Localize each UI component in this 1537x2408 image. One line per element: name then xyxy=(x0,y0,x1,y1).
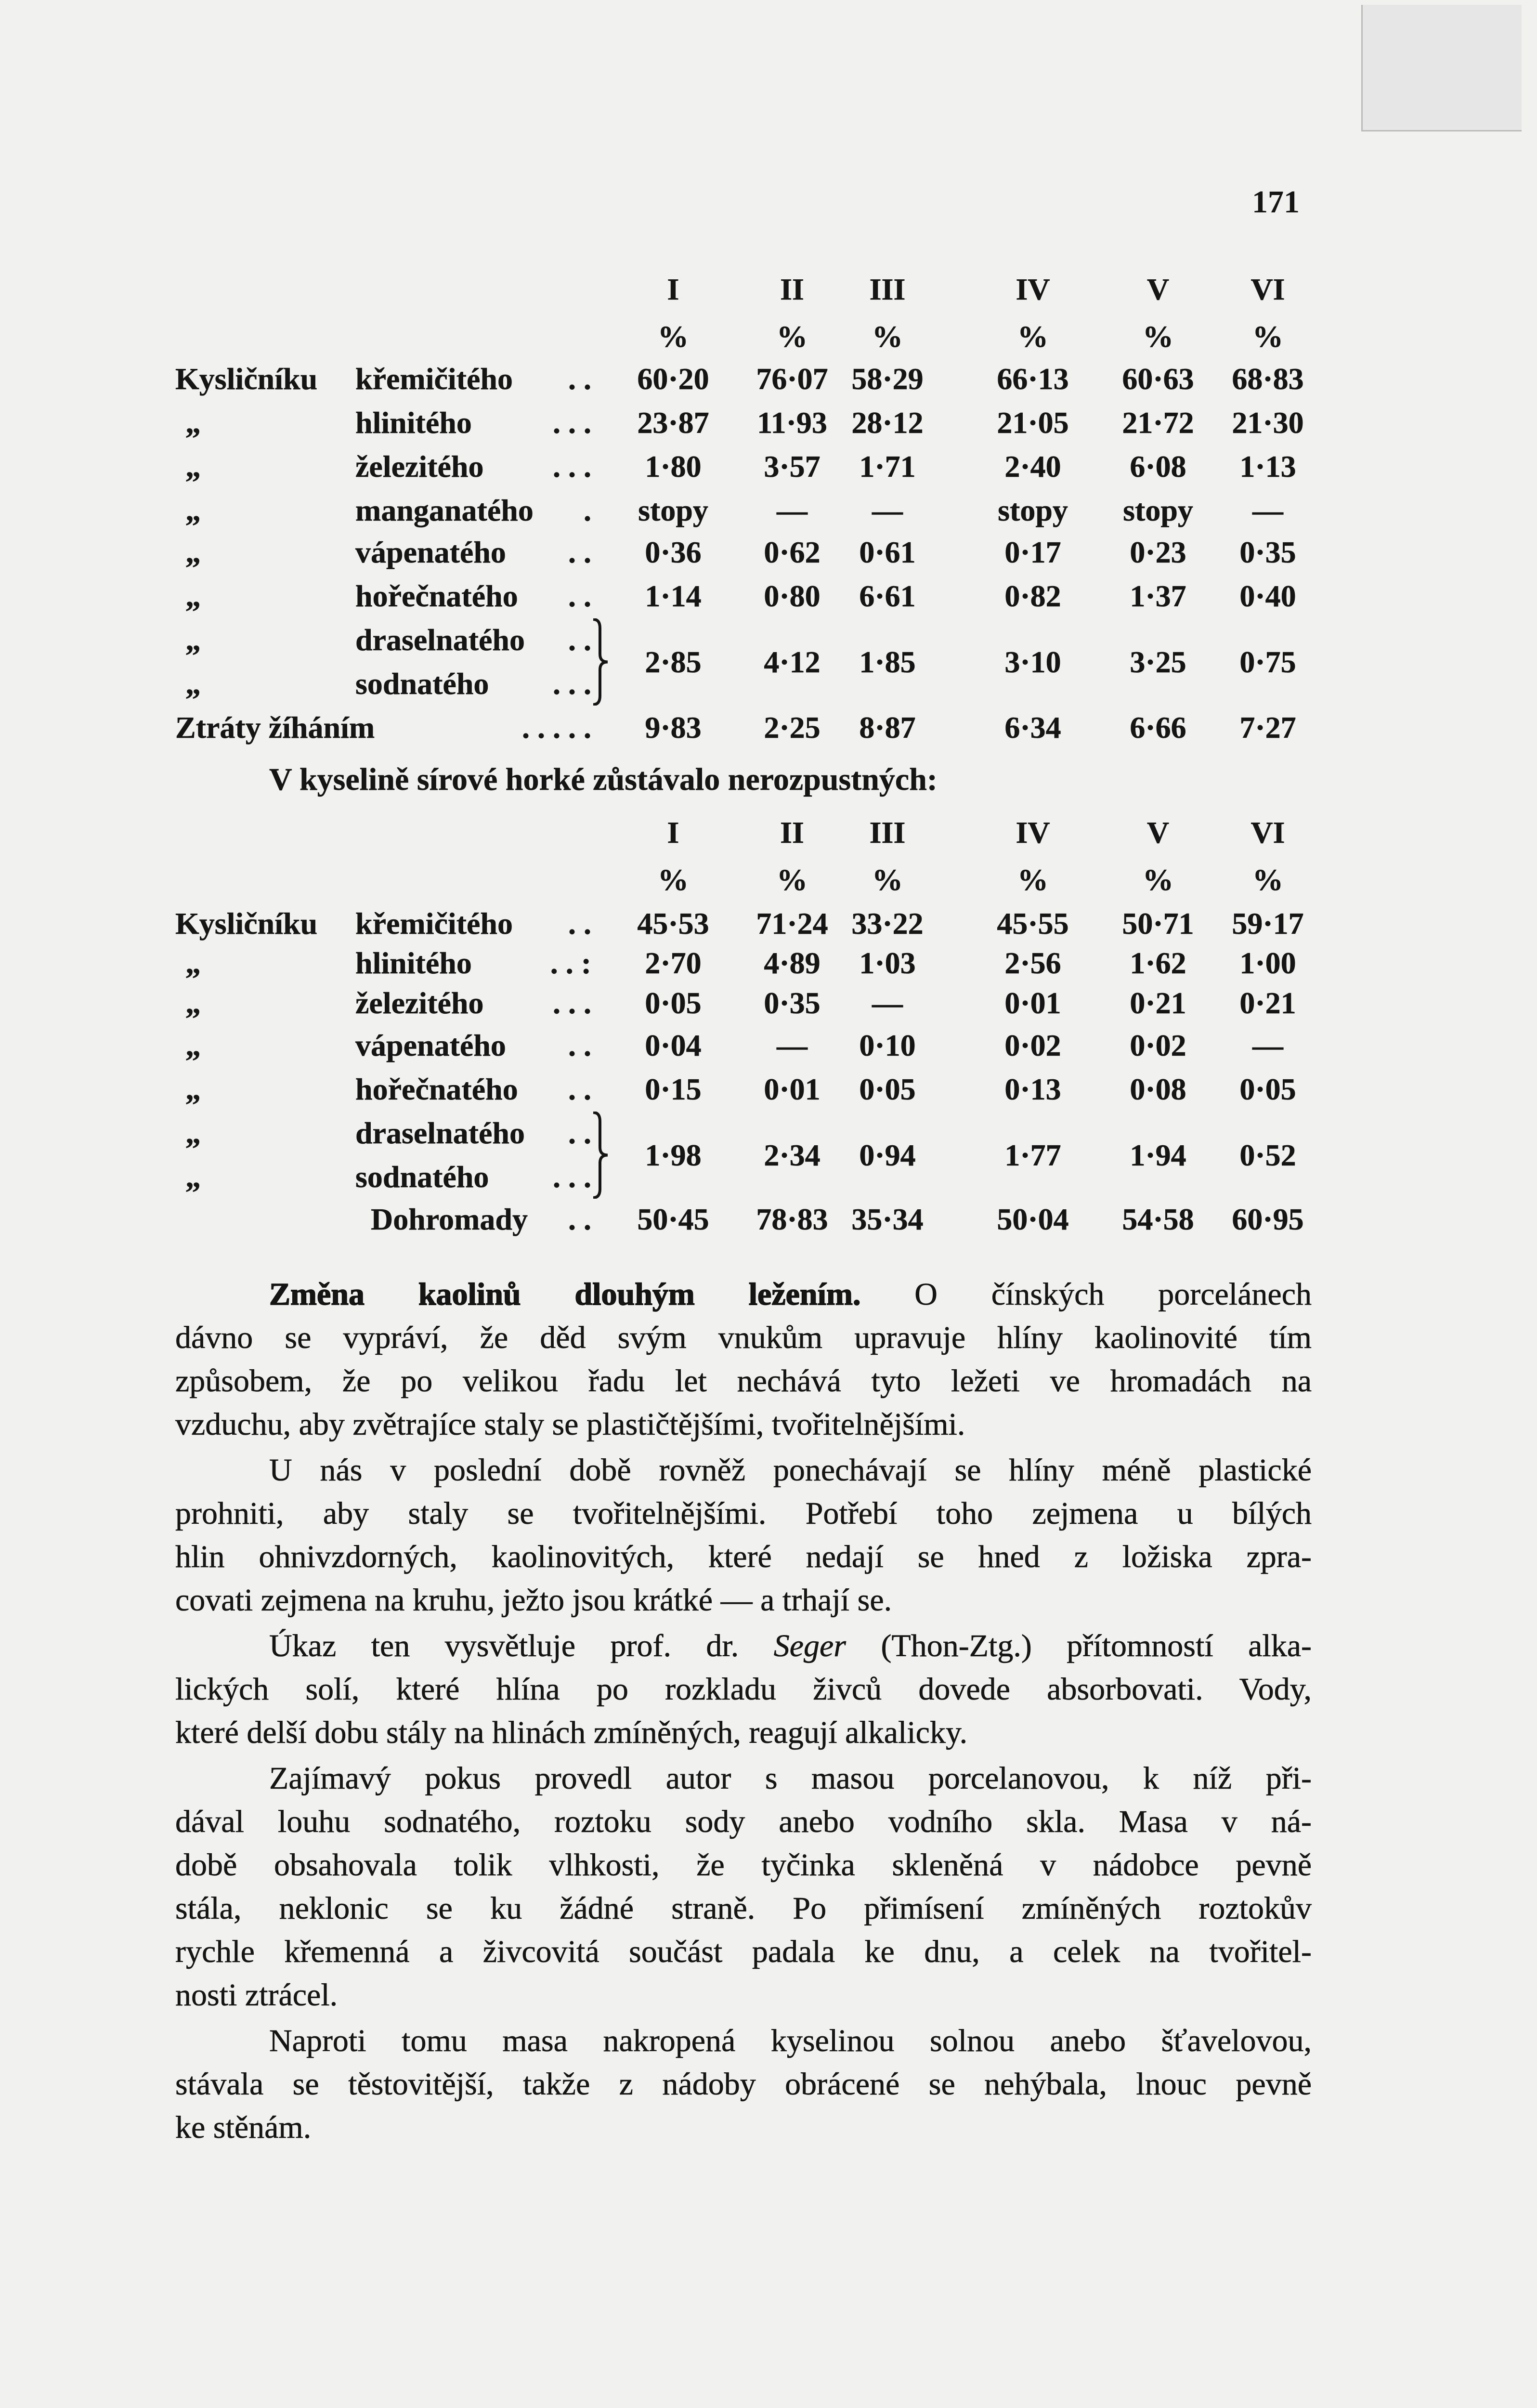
column-header: VI xyxy=(1250,272,1285,306)
column-header: I xyxy=(667,815,679,850)
leader-dots: . . . xyxy=(553,449,591,484)
leader-dots: . . xyxy=(568,579,591,613)
row-label-text: vápenatého xyxy=(355,535,506,569)
table-cell: 2·40 xyxy=(1004,449,1061,484)
table-cell: 78·83 xyxy=(756,1202,828,1236)
table-cell: 11·93 xyxy=(757,406,827,440)
row-prefix: „ xyxy=(185,667,201,701)
row-label-text: draselnatého xyxy=(355,623,525,657)
text-span: rychle křemenná a živcovitá součást padala ke dnu, a celek na tvořitel- xyxy=(175,1934,1312,1969)
table-cell: 6·34 xyxy=(1004,710,1061,745)
text-line xyxy=(269,1273,1312,1316)
table-cell: 3·25 xyxy=(1130,644,1186,679)
unit-header: % xyxy=(777,863,808,897)
total-label xyxy=(175,708,591,747)
unit-header: % xyxy=(1017,863,1048,897)
table-cell: 33·22 xyxy=(851,906,924,941)
table-cell: 0·40 xyxy=(1239,579,1296,613)
unit-header: % xyxy=(658,319,689,353)
text-line xyxy=(175,1535,1312,1579)
text-span: Zajímavý pokus provedl autor s masou porcelanovou, k níž při- xyxy=(269,1761,1312,1796)
leader-dots: . . xyxy=(568,906,591,941)
leader-dots: . xyxy=(584,493,591,527)
table-cell: 1·71 xyxy=(859,449,916,484)
total-label xyxy=(371,1200,591,1239)
table-cell: 60·20 xyxy=(637,362,709,396)
table-cell: 0·94 xyxy=(859,1138,916,1172)
unit-header: % xyxy=(658,863,689,897)
row-label-text: křemičitého xyxy=(355,362,513,396)
row-prefix: „ xyxy=(185,493,201,527)
row-prefix: „ xyxy=(185,1028,201,1062)
row-label xyxy=(355,491,591,530)
row-label xyxy=(355,1114,591,1152)
row-prefix: „ xyxy=(185,449,201,484)
text-line xyxy=(175,1800,1312,1844)
text-line xyxy=(175,2106,1312,2149)
text-span: prohniti, aby staly se tvořitelnějšími. Potřebí toho zejmena u bílých xyxy=(175,1496,1312,1531)
row-label-text: křemičitého xyxy=(355,906,513,941)
table-cell: 4·12 xyxy=(764,644,821,679)
table-cell: 0·62 xyxy=(764,535,821,569)
row-prefix: Kysličníku xyxy=(175,906,318,941)
table-cell: 1·37 xyxy=(1130,579,1186,613)
row-prefix: „ xyxy=(185,946,201,980)
table-cell: — xyxy=(1252,1028,1283,1062)
text-span: stála, neklonic se ku žádné straně. Po přimísení zmíněných roztokův xyxy=(175,1891,1312,1926)
table-cell: 2·85 xyxy=(645,644,702,679)
table-cell: 0·08 xyxy=(1130,1072,1186,1106)
column-header: II xyxy=(780,272,804,306)
text-span: Úkaz ten vysvětluje prof. dr. xyxy=(269,1628,774,1663)
row-label xyxy=(355,1158,591,1196)
table-cell: 0·36 xyxy=(645,535,702,569)
table-cell: 1·85 xyxy=(859,644,916,679)
leader-dots: . . . xyxy=(553,667,591,701)
unit-header: % xyxy=(1252,863,1283,897)
unit-header: % xyxy=(1017,319,1048,353)
unit-header: % xyxy=(777,319,808,353)
leader-dots: . . xyxy=(568,1028,591,1062)
text-span: U nás v poslední době rovněž ponechávají se hlíny méně plastické xyxy=(269,1453,1312,1488)
row-label xyxy=(355,447,591,486)
text-span: vzduchu, aby zvětrajíce staly se plastičtějšími, tvořitelnějšími. xyxy=(175,1407,965,1442)
row-prefix: „ xyxy=(185,1072,201,1106)
column-header: V xyxy=(1146,815,1170,850)
total-label-text: Dohromady xyxy=(371,1202,528,1236)
row-prefix: „ xyxy=(185,1160,201,1194)
table-cell: 0·75 xyxy=(1239,644,1296,679)
table-cell: 3·57 xyxy=(764,449,821,484)
column-header: III xyxy=(869,815,906,850)
leader-dots: . . xyxy=(568,535,591,569)
table-cell: 58·29 xyxy=(851,362,924,396)
table-cell: stopy xyxy=(1123,493,1193,527)
table-cell: 1·94 xyxy=(1130,1138,1186,1172)
leader-dots: . . : xyxy=(550,946,591,980)
row-label xyxy=(355,984,591,1022)
row-prefix: „ xyxy=(185,406,201,440)
unit-header: % xyxy=(1143,863,1173,897)
table-cell: 66·13 xyxy=(997,362,1069,396)
text-span: nosti ztrácel. xyxy=(175,1977,338,2013)
row-label-text: draselnatého xyxy=(355,1116,525,1150)
row-label-text: železitého xyxy=(355,986,484,1020)
section-heading: Změna kaolinů dlouhým ležením. xyxy=(269,1277,861,1312)
table-cell: 2·56 xyxy=(1004,946,1061,980)
table-cell: 76·07 xyxy=(756,362,828,396)
scan-corner-artifact xyxy=(1361,5,1522,131)
table-cell: 0·82 xyxy=(1004,579,1061,613)
text-line xyxy=(175,1711,1312,1754)
table-cell: stopy xyxy=(998,493,1068,527)
page-number: 171 xyxy=(1252,184,1300,220)
leader-dots: . . . xyxy=(553,1160,591,1194)
table-cell: 8·87 xyxy=(859,710,916,745)
table-cell: 4·89 xyxy=(764,946,821,980)
table-cell: 1·62 xyxy=(1130,946,1186,980)
table-cell: 0·02 xyxy=(1004,1028,1061,1062)
text-line xyxy=(269,1624,1312,1668)
table-cell: 0·35 xyxy=(764,986,821,1020)
leader-dots: . . . xyxy=(553,986,591,1020)
row-label-text: sodnatého xyxy=(355,667,489,701)
row-label-text: hořečnatého xyxy=(355,1072,518,1106)
table-cell: 0·05 xyxy=(1239,1072,1296,1106)
text-line xyxy=(175,1930,1312,1974)
table-cell: 0·23 xyxy=(1130,535,1186,569)
table-cell: 0·10 xyxy=(859,1028,916,1062)
table-cell: 0·05 xyxy=(645,986,702,1020)
text-line xyxy=(269,2019,1312,2063)
table-cell: 23·87 xyxy=(637,406,709,440)
row-prefix: „ xyxy=(185,579,201,613)
text-line xyxy=(175,1360,1312,1403)
row-prefix: Kysličníku xyxy=(175,362,318,396)
intertitle: V kyselině sírové horké zůstávalo nerozpustných: xyxy=(269,762,938,797)
table-cell: 0·21 xyxy=(1130,986,1186,1020)
row-label xyxy=(355,1070,591,1109)
table-cell: 0·80 xyxy=(764,579,821,613)
row-label xyxy=(355,533,591,572)
table-cell: 50·45 xyxy=(637,1202,709,1236)
table-cell: 0·01 xyxy=(764,1072,821,1106)
text-line xyxy=(175,1844,1312,1887)
table-cell: 7·27 xyxy=(1239,710,1296,745)
table-cell: 0·01 xyxy=(1004,986,1061,1020)
author-name: Seger xyxy=(773,1628,846,1663)
text-span: O čínských porcelánech xyxy=(860,1277,1312,1312)
column-header: II xyxy=(780,815,804,850)
row-prefix: „ xyxy=(185,986,201,1020)
table-cell: 0·04 xyxy=(645,1028,702,1062)
table-cell: 0·17 xyxy=(1004,535,1061,569)
table-cell: 35·34 xyxy=(851,1202,924,1236)
table-cell: 1·77 xyxy=(1004,1138,1061,1172)
table-cell: 1·00 xyxy=(1239,946,1296,980)
row-prefix: „ xyxy=(185,1116,201,1150)
row-label xyxy=(355,577,591,615)
text-span: covati zejmena na kruhu, ježto jsou krátké — a trhají se. xyxy=(175,1583,892,1618)
table-cell: 21·72 xyxy=(1122,406,1194,440)
row-label-text: vápenatého xyxy=(355,1028,506,1062)
text-span: lických solí, které hlína po rozkladu živců dovede absorbovati. Vody, xyxy=(175,1672,1312,1707)
row-label-text: železitého xyxy=(355,449,484,484)
text-line xyxy=(175,1403,1312,1446)
table-cell: 45·55 xyxy=(997,906,1069,941)
leader-dots: . . xyxy=(568,1072,591,1106)
column-header: III xyxy=(869,272,906,306)
row-label-text: manganatého xyxy=(355,493,534,527)
table-cell: — xyxy=(777,1028,808,1062)
row-label xyxy=(355,904,591,943)
table-cell: — xyxy=(872,493,903,527)
text-span: ke stěnám. xyxy=(175,2110,312,2145)
table-cell: 0·35 xyxy=(1239,535,1296,569)
total-label-text: Ztráty žíháním xyxy=(175,710,375,745)
row-label xyxy=(355,360,591,398)
row-label-text: hořečnatého xyxy=(355,579,518,613)
table-cell: 21·30 xyxy=(1232,406,1304,440)
table-cell: 2·25 xyxy=(764,710,821,745)
text-line xyxy=(175,1492,1312,1535)
text-line xyxy=(269,1757,1312,1800)
row-label xyxy=(355,665,591,703)
table-cell: 21·05 xyxy=(997,406,1069,440)
table-cell: 0·02 xyxy=(1130,1028,1186,1062)
table-cell: — xyxy=(1252,493,1283,527)
text-span: době obsahovala tolik vlhkosti, že tyčinka skleněná v nádobce pevně xyxy=(175,1847,1312,1883)
column-header: I xyxy=(667,272,679,306)
row-label-text: hlinitého xyxy=(355,946,472,980)
table-cell: 2·70 xyxy=(645,946,702,980)
leader-dots: . . xyxy=(568,1116,591,1150)
table-cell: 71·24 xyxy=(756,906,828,941)
table-cell: 0·61 xyxy=(859,535,916,569)
text-line xyxy=(175,2063,1312,2106)
leader-dots: . . . xyxy=(553,406,591,440)
table-cell: 6·08 xyxy=(1130,449,1186,484)
table-cell: 1·98 xyxy=(645,1138,702,1172)
row-prefix: „ xyxy=(185,623,201,657)
text-line xyxy=(175,1974,1312,2017)
leader-dots: . . xyxy=(568,1202,591,1236)
table-cell: 2·34 xyxy=(764,1138,821,1172)
table-cell: 9·83 xyxy=(645,710,702,745)
row-label-text: sodnatého xyxy=(355,1160,489,1194)
column-header: V xyxy=(1146,272,1170,306)
column-header: VI xyxy=(1250,815,1285,850)
unit-header: % xyxy=(1252,319,1283,353)
table-cell: 60·63 xyxy=(1122,362,1194,396)
leader-dots: . . xyxy=(568,362,591,396)
row-label-text: hlinitého xyxy=(355,406,472,440)
row-label xyxy=(355,944,591,982)
text-line xyxy=(175,1668,1312,1711)
table-cell: 59·17 xyxy=(1232,906,1304,941)
text-line xyxy=(175,1579,1312,1622)
table-cell: 28·12 xyxy=(851,406,924,440)
table-cell: stopy xyxy=(638,493,708,527)
row-prefix: „ xyxy=(185,535,201,569)
table-cell: 1·13 xyxy=(1239,449,1296,484)
text-line xyxy=(175,1316,1312,1360)
table-cell: 50·04 xyxy=(997,1202,1069,1236)
text-span: stávala se těstovitější, takže z nádoby obrácené se nehýbala, lnouc pevně xyxy=(175,2067,1312,2102)
table-cell: 60·95 xyxy=(1232,1202,1304,1236)
table-cell: — xyxy=(777,493,808,527)
table-cell: 0·52 xyxy=(1239,1138,1296,1172)
row-label xyxy=(355,1026,591,1065)
text-line xyxy=(175,1887,1312,1930)
table-cell: 0·05 xyxy=(859,1072,916,1106)
text-span: které delší dobu stály na hlinách zmíněných, reagují alkalicky. xyxy=(175,1715,968,1750)
text-line xyxy=(269,1449,1312,1492)
table-cell: 0·13 xyxy=(1004,1072,1061,1106)
row-label xyxy=(355,621,591,659)
table-cell: 0·15 xyxy=(645,1072,702,1106)
table-cell: 6·66 xyxy=(1130,710,1186,745)
table-cell: 68·83 xyxy=(1232,362,1304,396)
table-cell: 54·58 xyxy=(1122,1202,1194,1236)
table-cell: — xyxy=(872,986,903,1020)
text-span: (Thon-Ztg.) přítomností alka- xyxy=(846,1628,1312,1663)
leader-dots: . . xyxy=(568,623,591,657)
table-cell: 1·80 xyxy=(645,449,702,484)
text-span: hlin ohnivzdorných, kaolinovitých, které nedají se hned z ložiska zpra- xyxy=(175,1539,1312,1574)
unit-header: % xyxy=(1143,319,1173,353)
column-header: IV xyxy=(1016,815,1050,850)
table-cell: 3·10 xyxy=(1004,644,1061,679)
row-label xyxy=(355,404,591,442)
leader-dots: . . . . . xyxy=(522,710,591,745)
text-span: dával louhu sodnatého, roztoku sody anebo vodního skla. Masa v ná- xyxy=(175,1804,1312,1839)
column-header: IV xyxy=(1016,272,1050,306)
table-cell: 6·61 xyxy=(859,579,916,613)
text-span: Naproti tomu masa nakropená kyselinou solnou anebo šťavelovou, xyxy=(269,2023,1312,2058)
table-cell: 0·21 xyxy=(1239,986,1296,1020)
table-cell: 50·71 xyxy=(1122,906,1194,941)
text-span: způsobem, že po velikou řadu let nechává tyto ležeti ve hromadách na xyxy=(175,1363,1312,1399)
table-cell: 1·14 xyxy=(645,579,702,613)
text-span: dávno se vypráví, že děd svým vnukům upravuje hlíny kaolinovité tím xyxy=(175,1320,1312,1355)
table-cell: 45·53 xyxy=(637,906,709,941)
unit-header: % xyxy=(872,863,903,897)
unit-header: % xyxy=(872,319,903,353)
table-cell: 1·03 xyxy=(859,946,916,980)
